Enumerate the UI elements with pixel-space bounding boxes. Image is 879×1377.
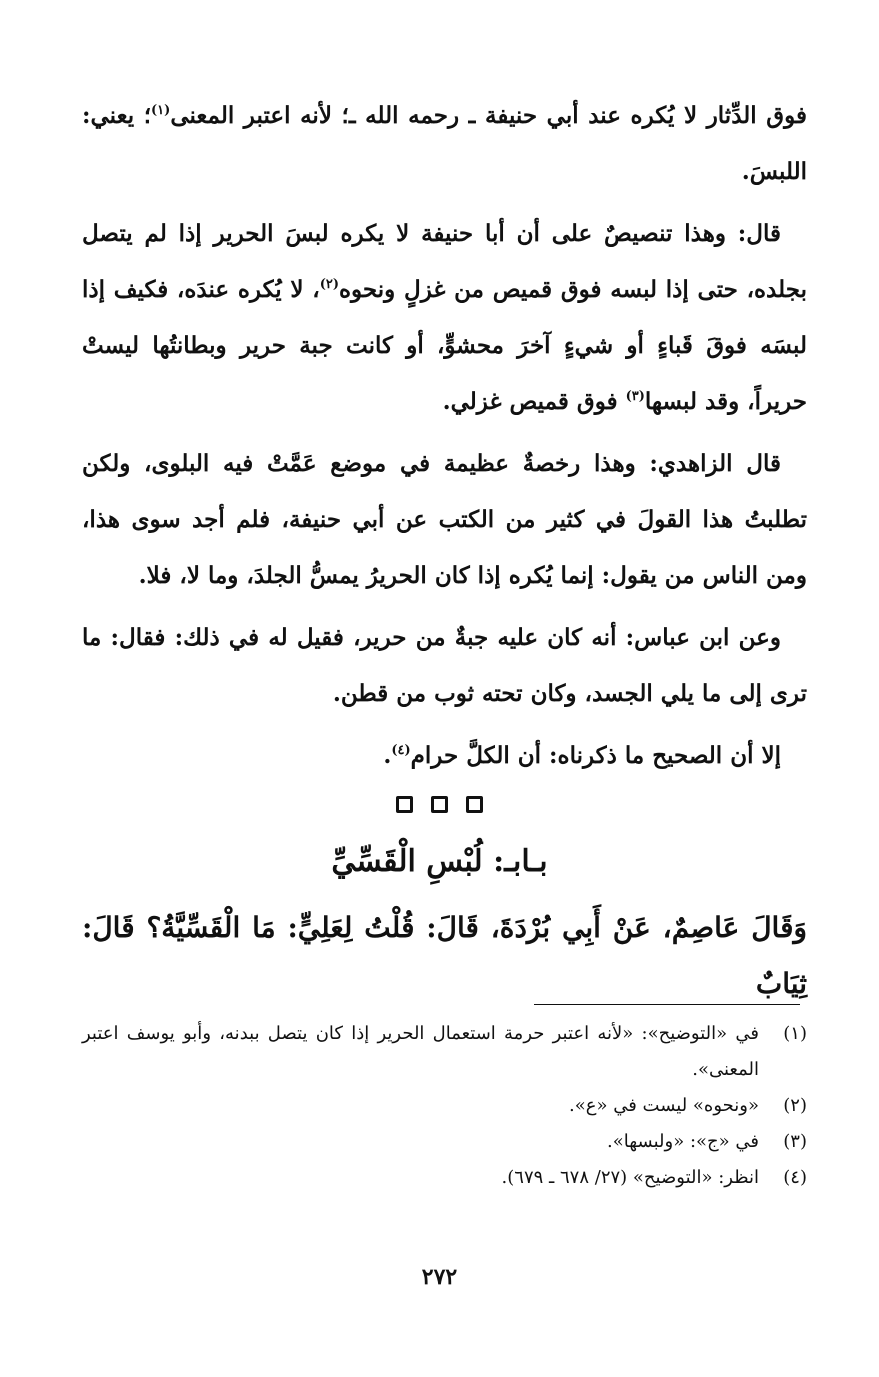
paragraph-2 [82, 206, 807, 430]
footnote-number: (٣) [783, 1131, 807, 1152]
paragraph-4: وعن ابن عباس: أنه كان عليه جبةٌ من حرير، فقيل له في ذلك: فقال: ما ترى إلى ما يلي الجسد، وكان تحته ثوب من قطن. [82, 624, 807, 707]
section-divider-ornament [0, 796, 879, 813]
paragraph-2-text-c: فوق قميص غزلي. [442, 388, 626, 415]
footnote-number: (٢) [783, 1095, 807, 1116]
footnote-item [82, 1124, 807, 1160]
paragraph-1-text-a: فوق الدِّثار لا يُكره عند أبي حنيفة ـ رحمه الله ـ؛ لأنه اعتبر المعنى [170, 102, 807, 129]
paragraph-2-text-a: قال: وهذا تنصيصٌ على أن أبا حنيفة لا يكره لبسَ الحرير إذا لم يتصل بجلده، حتى إذا لبسه فوق قميص من غزلٍ ونحوه [82, 220, 807, 303]
footnote-ref-2: (٢) [319, 277, 339, 292]
paragraph-3: قال الزاهدي: وهذا رخصةٌ عظيمة في موضع عَمَّتْ فيه البلوى، ولكن تطلبتُ هذا القولَ في كثير من الكتب عن أبي حنيفة، فلم أجد سوى هذا، ومن الناس من يقول: إنما يُكره إذا كان الحريرُ يمسُّ الجلدَ، وما لا، فلا. [82, 450, 807, 589]
paragraph-5-text-a: إلا أن الصحيح ما ذكرناه: أن الكلَّ حرام [410, 742, 781, 769]
footnote-item [82, 1016, 807, 1088]
footnote-number: (١) [783, 1023, 807, 1044]
footnote-ref-3: (٣) [625, 389, 645, 404]
footnotes [82, 1016, 807, 1196]
paragraph-5-text-b: . [383, 742, 392, 769]
footnote-number: (٤) [783, 1167, 807, 1188]
ornament-square-icon [466, 796, 483, 813]
paragraph-2-text-b: ، لا يُكره عندَه، فكيف إذا لبسَه فوقَ قَباءٍ أو شيءٍ آخرَ محشوٍّ، أو كانت جبة حرير وبطانتُها ليستْ حريراً، وقد لبسها [82, 276, 807, 415]
main-text [82, 88, 807, 790]
paragraph-1 [82, 88, 807, 200]
ornament-square-icon [431, 796, 448, 813]
footnote-text: «ونحوه» ليست في «ع». [569, 1095, 759, 1116]
paragraph-5 [82, 728, 807, 784]
ornament-square-icon [396, 796, 413, 813]
footnote-ref-4: (٤) [391, 743, 411, 758]
page-number: ٢٧٢ [421, 1264, 458, 1290]
footnote-text: في «ج»: «ولبسها». [607, 1131, 759, 1152]
paragraph-1-text-b: ؛ يعني: اللبسَ. [82, 102, 807, 185]
footnote-separator [534, 1004, 800, 1005]
footnote-item [82, 1088, 807, 1124]
footnote-item [82, 1160, 807, 1196]
hadith-text: وَقَالَ عَاصِمٌ، عَنْ أَبِي بُرْدَةَ، قَالَ: قُلْتُ لِعَلِيٍّ: مَا الْقَسِّيَّةُ؟ قَالَ: ثِيَابٌ [82, 911, 807, 1000]
chapter-title: بـابـ: لُبْسِ الْقَسِّيِّ [331, 844, 548, 879]
footnote-text: في «التوضيح»: «لأنه اعتبر حرمة استعمال الحرير إذا كان يتصل ببدنه، وأبو يوسف اعتبر المعنى». [82, 1023, 759, 1080]
footnote-text: انظر: «التوضيح» (٢٧/ ٦٧٨ ـ ٦٧٩). [501, 1167, 759, 1188]
footnote-ref-1: (١) [151, 103, 171, 118]
